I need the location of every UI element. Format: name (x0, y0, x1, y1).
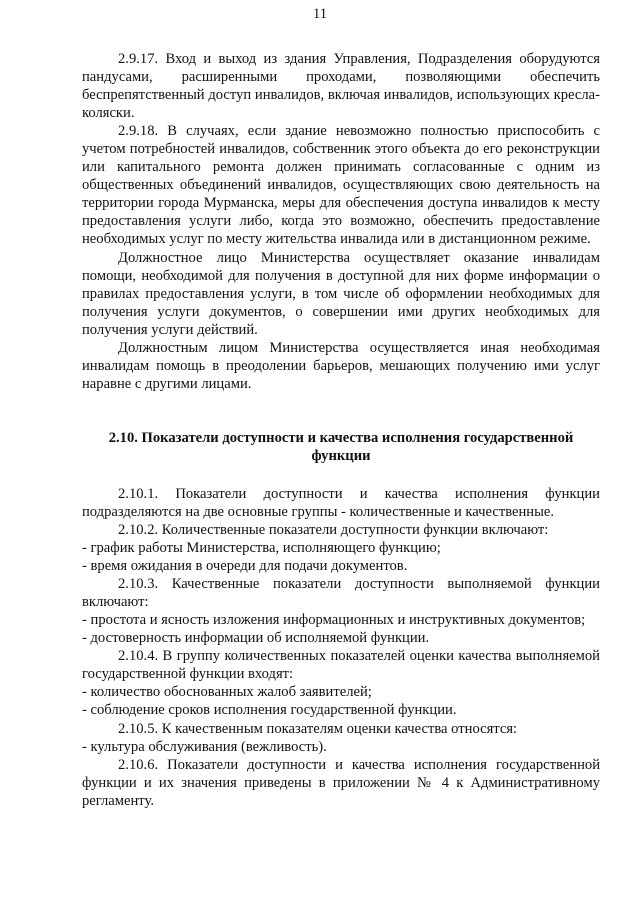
list-item: - простота и ясность изложения информационных и инструктивных документов; (82, 612, 586, 629)
paragraph-2-10-6: 2.10.6. Показатели доступности и качества исполнения государственной функции и их значения приведены в приложении № 4 к Административному регламенту. (82, 756, 600, 809)
list-item: - достоверность информации об исполняемой функции. (82, 630, 430, 647)
paragraph-2-10-3: 2.10.3. Качественные показатели доступности выполняемой функции включают: (82, 576, 600, 611)
paragraph-2-10-4: 2.10.4. В группу количественных показателей оценки качества выполняемой государственной функции входят: (82, 648, 600, 683)
paragraph-2-9-17: 2.9.17. Вход и выход из здания Управления, Подразделения оборудуются пандусами, расширенными проходами, позволяющими обеспечить беспрепятственный доступ инвалидов, включая инвалидов, использующих кресла-коляски. (82, 51, 600, 122)
paragraph-2-10-1: 2.10.1. Показатели доступности и качества исполнения функции подразделяются на две основные группы - количественные и качественные. (82, 485, 600, 520)
section-heading-2-10: 2.10. Показатели доступности и качества исполнения государственной функции (108, 429, 574, 464)
list-item: - соблюдение сроков исполнения государственной функции. (82, 702, 457, 719)
page-number: 11 (313, 6, 327, 22)
paragraph-2-10-2: 2.10.2. Количественные показатели доступности функции включают: (118, 521, 549, 538)
list-item: - количество обоснованных жалоб заявителей; (82, 684, 372, 701)
paragraph-2-10-5: 2.10.5. К качественным показателям оценки качества относятся: (118, 720, 518, 737)
paragraph-2-9-18: 2.9.18. В случаях, если здание невозможно полностью приспособить с учетом потребностей инвалидов, собственник этого объекта до его реконструкции или капитального ремонта должен принимать согласованные с одним из общественных объединений инвалидов, осуществляющих свою деятельность на территории города Мурманска, меры для обеспечения доступа инвалидов к месту предоставления услуги либо, когда это возможно, обеспечить предоставление необходимых услуг по месту жительства инвалида или в дистанционном режиме. (82, 123, 600, 248)
paragraph-other-assistance: Должностным лицом Министерства осуществляется иная необходимая инвалидам помощь в преодолении барьеров, мешающих получению ими услуг наравне с другими лицами. (82, 339, 600, 392)
paragraph-official-assistance: Должностное лицо Министерства осуществляет оказание инвалидам помощи, необходимой для получения в доступной для них форме информации о правилах предоставления услуги, в том числе об оформлении необходимых для получения услуги документов, о совершении ими других необходимых для получения услуги действий. (82, 249, 600, 338)
list-item: - культура обслуживания (вежливость). (82, 738, 327, 755)
list-item: - график работы Министерства, исполняющего функцию; (82, 540, 441, 557)
list-item: - время ожидания в очереди для подачи документов. (82, 558, 408, 575)
document-body (82, 50, 600, 810)
